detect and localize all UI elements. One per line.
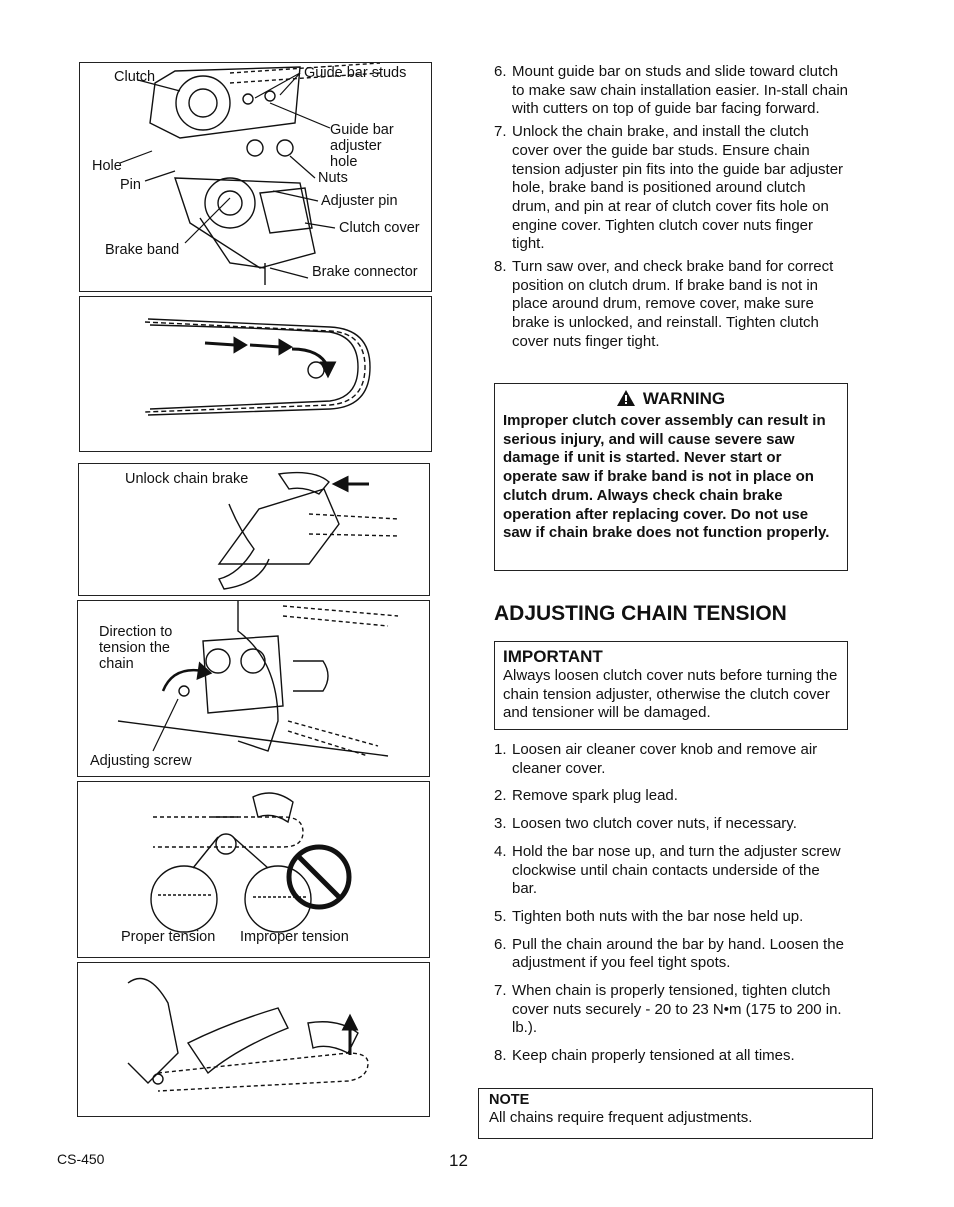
label-guide-bar-studs: Guide bar studs [304,65,407,81]
label-adjusting-screw: Adjusting screw [90,753,192,769]
chain-installation-illustration [80,297,432,452]
label-proper-tension: Proper tension [121,929,216,945]
list-item [494,258,848,352]
label-clutch: Clutch [114,69,156,85]
figure-clutch-assembly [79,62,432,292]
step-text: When chain is properly tensioned, tighten clutch cover nuts securely - 20 to 23 N•m (175 to 200 in. lb.). [512,982,842,1037]
footer-model: CS-450 [57,1151,105,1167]
note-box [478,1088,873,1139]
step-number: 8. [494,1047,507,1065]
assembly-steps-list [494,63,848,352]
step-number: 6. [494,935,507,953]
label-nuts: Nuts [318,170,348,186]
figure-bar-nose-up [77,962,430,1117]
list-item [494,741,848,778]
note-text: All chains require frequent adjustments. [489,1109,753,1126]
warning-triangle-icon [617,390,635,406]
step-text: Loosen two clutch cover nuts, if necessary. [512,815,797,833]
step-text: Turn saw over, and check brake band for correct position on clutch drum. If brake band is not in place around drum, remove cover, make sure brake is unlocked, and reinstall. Tighten clutch cover nuts finger tight. [512,258,834,350]
tension-steps-list [494,741,848,1066]
warning-text: Improper clutch cover assembly can result in serious injury, and will cause severe saw damage if unit is started. Never start or operate saw if brake band is not in place on clutch drum. Always check chain brake operation after replacing cover. Do not use saw if chain brake does not function properly. [503,412,830,542]
step-number: 4. [494,842,507,860]
step-text: Mount guide bar on studs and slide toward clutch to make saw chain installation easier. In-stall chain with cutters on top of guide bar facing forward. [512,63,849,118]
label-pin: Pin [120,177,141,193]
step-number: 6. [494,63,507,80]
step-text: Remove spark plug lead. [512,787,678,805]
list-item [494,936,848,973]
label-unlock-chain-brake: Unlock chain brake [125,471,249,487]
figure-unlock-chain-brake [78,463,430,596]
step-number: 8. [494,258,507,276]
warning-box [494,383,848,571]
step-text: Pull the chain around the bar by hand. Loosen the adjustment if you feel tight spots. [512,935,844,972]
list-item [494,908,848,927]
label-clutch-cover: Clutch cover [339,220,420,236]
list-item [494,63,848,119]
list-item [494,1047,848,1066]
section-title: ADJUSTING CHAIN TENSION [494,602,787,625]
bar-nose-up-illustration [78,963,430,1117]
step-text: Loosen air cleaner cover knob and remove air cleaner cover. [512,741,818,777]
figure-chain-installation [79,296,432,452]
page-number: 12 [449,1151,468,1170]
figure-chain-tension-check [77,781,430,958]
note-title: NOTE [489,1092,530,1108]
step-number: 7. [494,982,507,1000]
figure-adjusting-screw [77,600,430,777]
step-number: 5. [494,907,507,925]
warning-heading [495,389,847,409]
step-text: Tighten both nuts with the bar nose held up. [512,907,804,925]
important-text: Always loosen clutch cover nuts before turning the chain tension adjuster, otherwise the clutch cover and tensioner will be damaged. [503,667,838,722]
important-title: IMPORTANT [503,647,603,666]
important-box [494,641,848,730]
label-guide-bar-adjuster-hole: Guide bar adjuster hole [330,122,394,170]
label-improper-tension: Improper tension [240,929,349,945]
label-direction-to-tension: Direction to tension the chain [99,624,173,672]
label-brake-band: Brake band [105,242,180,258]
list-item [494,982,848,1038]
list-item [494,123,848,254]
step-number: 7. [494,123,507,141]
label-adjuster-pin: Adjuster pin [321,193,398,209]
warning-title: WARNING [642,389,726,408]
step-number: 2. [494,787,507,805]
list-item [494,787,848,806]
list-item [494,815,848,834]
step-text: Keep chain properly tensioned at all times. [512,1047,795,1065]
step-number: 3. [494,815,507,833]
step-text: Unlock the chain brake, and install the clutch cover over the guide bar studs. Ensure chain tension adjuster pin fits into the guide bar adjuster hole, brake band is positioned around clutch drum, and pin at rear of clutch cover fits hole on engine cover. Tighten clutch cover nuts finger tight. [512,123,844,253]
list-item [494,843,848,899]
label-hole: Hole [92,158,122,174]
step-text: Hold the bar nose up, and turn the adjuster screw clockwise until chain contacts underside of the bar. [512,842,841,898]
step-number: 1. [494,741,507,758]
label-brake-connector: Brake connector [312,264,418,280]
